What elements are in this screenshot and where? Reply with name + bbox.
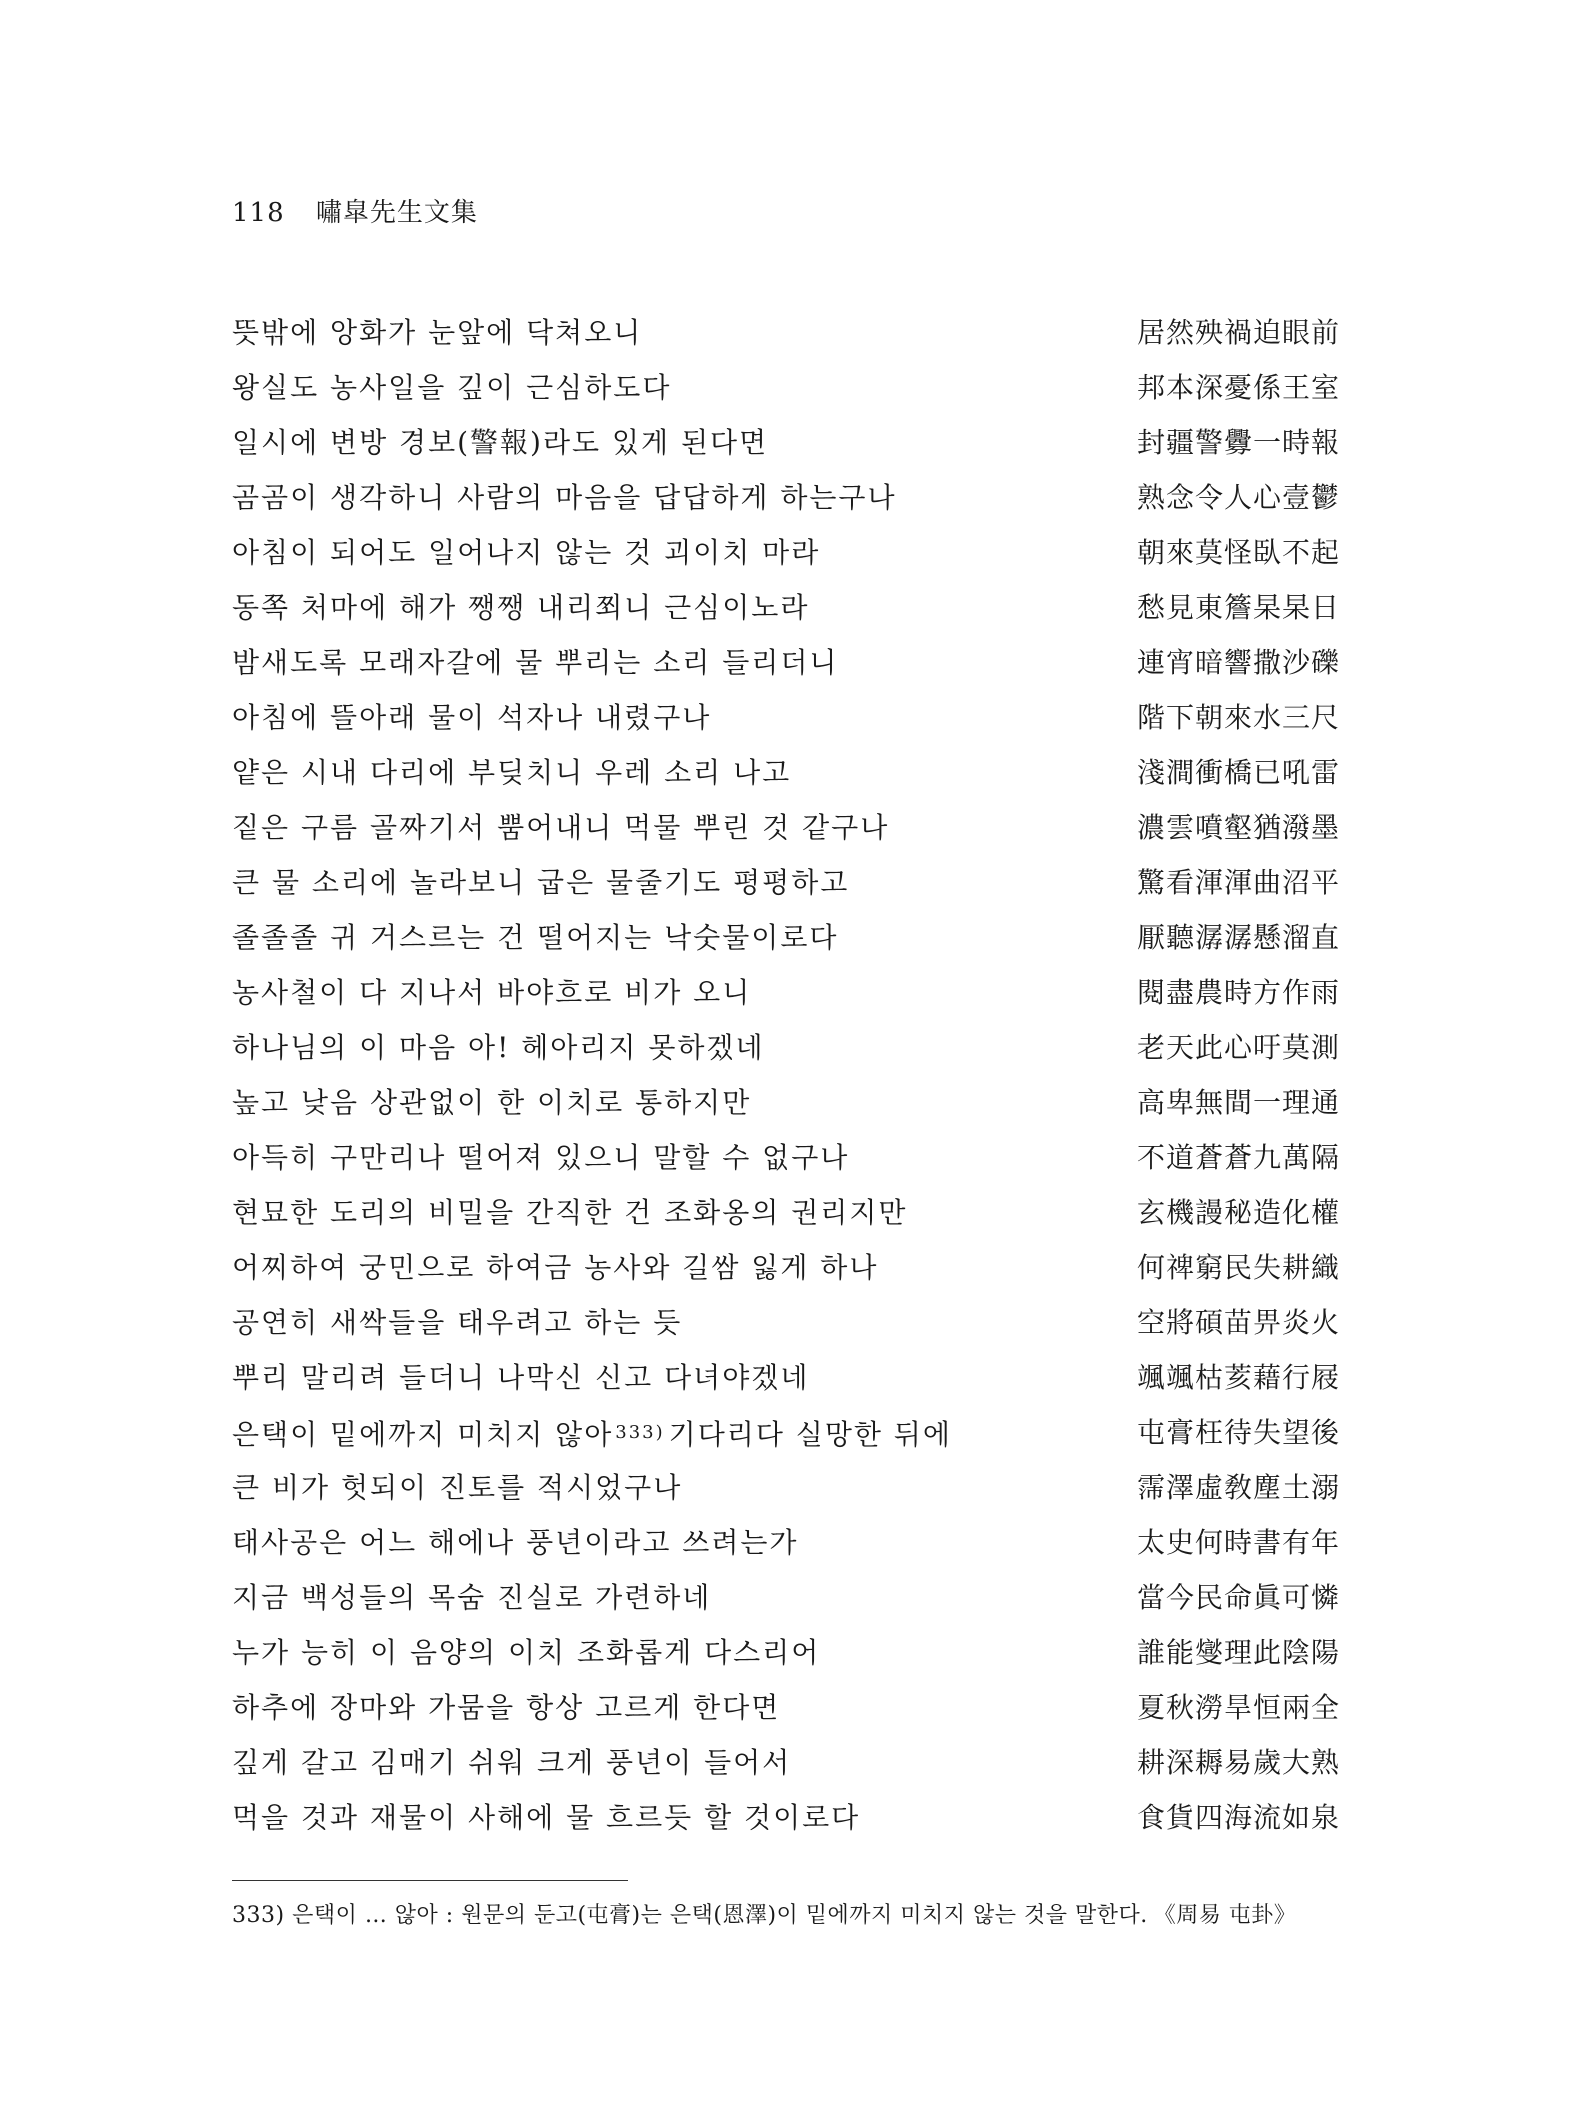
hanja-original: 驚看渾渾曲沼平 bbox=[1136, 866, 1340, 899]
hanja-original: 淺澗衝橋已吼雷 bbox=[1136, 756, 1340, 789]
korean-translation bbox=[232, 1735, 791, 1790]
korean-text: 얕은 시내 다리에 부딪치니 우레 소리 나고 bbox=[232, 756, 792, 789]
korean-translation bbox=[232, 855, 849, 910]
korean-translation bbox=[232, 690, 711, 745]
korean-translation bbox=[232, 360, 671, 415]
poem-line bbox=[232, 1570, 1340, 1625]
hanja-original: 封疆警釁一時報 bbox=[1136, 426, 1340, 459]
korean-text-continued: 기다리다 실망한 뒤에 bbox=[668, 1418, 952, 1451]
poem-line bbox=[232, 1075, 1340, 1130]
hanja-original: 不道蒼蒼九萬隔 bbox=[1136, 1141, 1340, 1174]
korean-text: 태사공은 어느 해에나 풍년이라고 쓰려는가 bbox=[232, 1526, 799, 1559]
korean-translation bbox=[232, 635, 838, 690]
poem-line bbox=[232, 1515, 1340, 1570]
korean-text: 공연히 새싹들을 태우려고 하는 듯 bbox=[232, 1306, 683, 1339]
korean-text: 현묘한 도리의 비밀을 간직한 건 조화옹의 권리지만 bbox=[232, 1196, 908, 1229]
korean-translation bbox=[232, 1515, 798, 1570]
footnote bbox=[232, 1898, 1296, 1929]
korean-translation bbox=[232, 1790, 860, 1845]
korean-text: 밤새도록 모래자갈에 물 뿌리는 소리 들리더니 bbox=[232, 646, 839, 679]
poem-line bbox=[232, 1405, 1340, 1460]
korean-translation bbox=[232, 800, 889, 855]
korean-translation bbox=[232, 1075, 751, 1130]
korean-text: 큰 물 소리에 놀라보니 굽은 물줄기도 평평하고 bbox=[232, 866, 850, 899]
poem-line bbox=[232, 965, 1340, 1020]
hanja-original: 霈澤虛敎塵土溺 bbox=[1136, 1471, 1340, 1504]
korean-text: 어찌하여 궁민으로 하여금 농사와 길쌈 잃게 하나 bbox=[232, 1251, 879, 1284]
korean-translation bbox=[232, 1625, 820, 1680]
hanja-original: 何禆窮民失耕織 bbox=[1136, 1251, 1340, 1284]
hanja-original: 老天此心吁莫測 bbox=[1136, 1031, 1340, 1064]
poem-line bbox=[232, 1020, 1340, 1075]
poem-line bbox=[232, 1185, 1340, 1240]
hanja-original: 閱盡農時方作雨 bbox=[1136, 976, 1340, 1009]
korean-text: 하추에 장마와 가뭄을 항상 고르게 한다면 bbox=[232, 1691, 781, 1724]
korean-translation bbox=[232, 965, 751, 1020]
hanja-original: 高卑無間一理通 bbox=[1136, 1086, 1340, 1119]
korean-translation bbox=[232, 525, 820, 580]
hanja-original: 愁見東簷杲杲日 bbox=[1136, 591, 1340, 624]
poem-line bbox=[232, 1460, 1340, 1515]
korean-text: 졸졸졸 귀 거스르는 건 떨어지는 낙숫물이로다 bbox=[232, 921, 839, 954]
poem-line bbox=[232, 525, 1340, 580]
korean-text: 먹을 것과 재물이 사해에 물 흐르듯 할 것이로다 bbox=[232, 1801, 861, 1834]
korean-text: 높고 낮음 상관없이 한 이치로 통하지만 bbox=[232, 1086, 752, 1119]
korean-text: 하나님의 이 마음 아! 헤아리지 못하겠네 bbox=[232, 1031, 765, 1064]
korean-translation bbox=[232, 580, 809, 635]
hanja-original: 颯颯枯荄藉行屐 bbox=[1136, 1361, 1340, 1394]
korean-text: 동쪽 처마에 해가 쨍쨍 내리쬐니 근심이노라 bbox=[232, 591, 810, 624]
korean-translation bbox=[232, 305, 642, 360]
korean-translation bbox=[232, 1185, 907, 1240]
poem-line bbox=[232, 1240, 1340, 1295]
poem-line bbox=[232, 690, 1340, 745]
hanja-original: 空將碩苗畀炎火 bbox=[1136, 1306, 1340, 1339]
korean-text: 아침에 뜰아래 물이 석자나 내렸구나 bbox=[232, 701, 712, 734]
poem-line bbox=[232, 360, 1340, 415]
korean-translation bbox=[232, 1240, 878, 1295]
poem-line bbox=[232, 415, 1340, 470]
korean-text: 지금 백성들의 목숨 진실로 가련하네 bbox=[232, 1581, 712, 1614]
hanja-original: 誰能燮理此陰陽 bbox=[1136, 1636, 1340, 1669]
korean-text: 누가 능히 이 음양의 이치 조화롭게 다스리어 bbox=[232, 1636, 821, 1669]
poem-line bbox=[232, 1130, 1340, 1185]
korean-text: 아득히 구만리나 떨어져 있으니 말할 수 없구나 bbox=[232, 1141, 850, 1174]
hanja-original: 厭聽潺潺懸溜直 bbox=[1136, 921, 1340, 954]
hanja-original: 屯膏枉待失望後 bbox=[1136, 1416, 1340, 1449]
korean-text: 곰곰이 생각하니 사람의 마음을 답답하게 하는구나 bbox=[232, 481, 897, 514]
page-header bbox=[232, 192, 478, 229]
hanja-original: 階下朝來水三尺 bbox=[1136, 701, 1340, 734]
hanja-original: 邦本深憂係王室 bbox=[1136, 371, 1340, 404]
poem-line bbox=[232, 800, 1340, 855]
hanja-original: 太史何時書有年 bbox=[1136, 1526, 1340, 1559]
hanja-original: 夏秋澇旱恒兩全 bbox=[1136, 1691, 1340, 1724]
hanja-original: 居然殃禍迫眼前 bbox=[1136, 316, 1340, 349]
poem-line bbox=[232, 470, 1340, 525]
hanja-original: 當今民命眞可憐 bbox=[1136, 1581, 1340, 1614]
korean-text: 뿌리 말리려 들더니 나막신 신고 다녀야겠네 bbox=[232, 1361, 810, 1394]
korean-text: 깊게 갈고 김매기 쉬워 크게 풍년이 들어서 bbox=[232, 1746, 792, 1779]
korean-translation bbox=[232, 1460, 682, 1515]
poem-line bbox=[232, 1295, 1340, 1350]
korean-translation bbox=[232, 1350, 809, 1405]
footnote-source: 《周易 屯卦》 bbox=[1153, 1903, 1297, 1928]
korean-translation bbox=[232, 1020, 765, 1075]
book-title: 嘯皐先生文集 bbox=[315, 198, 478, 228]
poem-line bbox=[232, 635, 1340, 690]
korean-translation bbox=[232, 1680, 780, 1735]
hanja-original: 濃雲噴壑猶潑墨 bbox=[1136, 811, 1340, 844]
hanja-original: 玄機謾秘造化權 bbox=[1136, 1196, 1340, 1229]
hanja-original: 朝來莫怪臥不起 bbox=[1136, 536, 1340, 569]
korean-translation bbox=[232, 1130, 849, 1185]
korean-translation bbox=[232, 470, 897, 525]
korean-translation bbox=[232, 1295, 682, 1350]
korean-text: 뜻밖에 앙화가 눈앞에 닥쳐오니 bbox=[232, 316, 643, 349]
poem-line bbox=[232, 1350, 1340, 1405]
poem-line bbox=[232, 1735, 1340, 1790]
poem-line bbox=[232, 1790, 1340, 1845]
hanja-original: 連宵暗響撒沙礫 bbox=[1136, 646, 1340, 679]
poem-line bbox=[232, 910, 1340, 965]
page-number: 118 bbox=[232, 198, 285, 228]
korean-text: 왕실도 농사일을 깊이 근심하도다 bbox=[232, 371, 672, 404]
poem-line bbox=[232, 855, 1340, 910]
korean-text: 아침이 되어도 일어나지 않는 것 괴이치 마라 bbox=[232, 536, 821, 569]
poem-line bbox=[232, 1680, 1340, 1735]
korean-translation bbox=[232, 415, 768, 470]
hanja-original: 熟念令人心壹鬱 bbox=[1136, 481, 1340, 514]
korean-translation bbox=[232, 1405, 952, 1462]
korean-translation bbox=[232, 745, 791, 800]
hanja-original: 食貨四海流如泉 bbox=[1136, 1801, 1340, 1834]
footnote-text: 333) 은택이 … 않아 : 원문의 둔고(屯膏)는 은택(恩澤)이 밑에까지 미치지 않는 것을 말한다. bbox=[232, 1903, 1148, 1928]
korean-text: 큰 비가 헛되이 진토를 적시었구나 bbox=[232, 1471, 683, 1504]
korean-translation bbox=[232, 910, 838, 965]
poem-line bbox=[232, 745, 1340, 800]
footnote-marker: 333) bbox=[615, 1422, 665, 1443]
korean-translation bbox=[232, 1570, 711, 1625]
korean-text: 짙은 구름 골짜기서 뿜어내니 먹물 뿌린 것 같구나 bbox=[232, 811, 890, 844]
poem-line bbox=[232, 580, 1340, 635]
hanja-original: 耕深耨易歲大熟 bbox=[1136, 1746, 1340, 1779]
korean-text: 일시에 변방 경보(警報)라도 있게 된다면 bbox=[232, 426, 769, 459]
korean-text: 농사철이 다 지나서 바야흐로 비가 오니 bbox=[232, 976, 752, 1009]
poem-line bbox=[232, 305, 1340, 360]
poem-body bbox=[232, 305, 1340, 1845]
footnote-divider bbox=[232, 1880, 628, 1881]
korean-text: 은택이 밑에까지 미치지 않아 bbox=[232, 1418, 614, 1451]
poem-line bbox=[232, 1625, 1340, 1680]
